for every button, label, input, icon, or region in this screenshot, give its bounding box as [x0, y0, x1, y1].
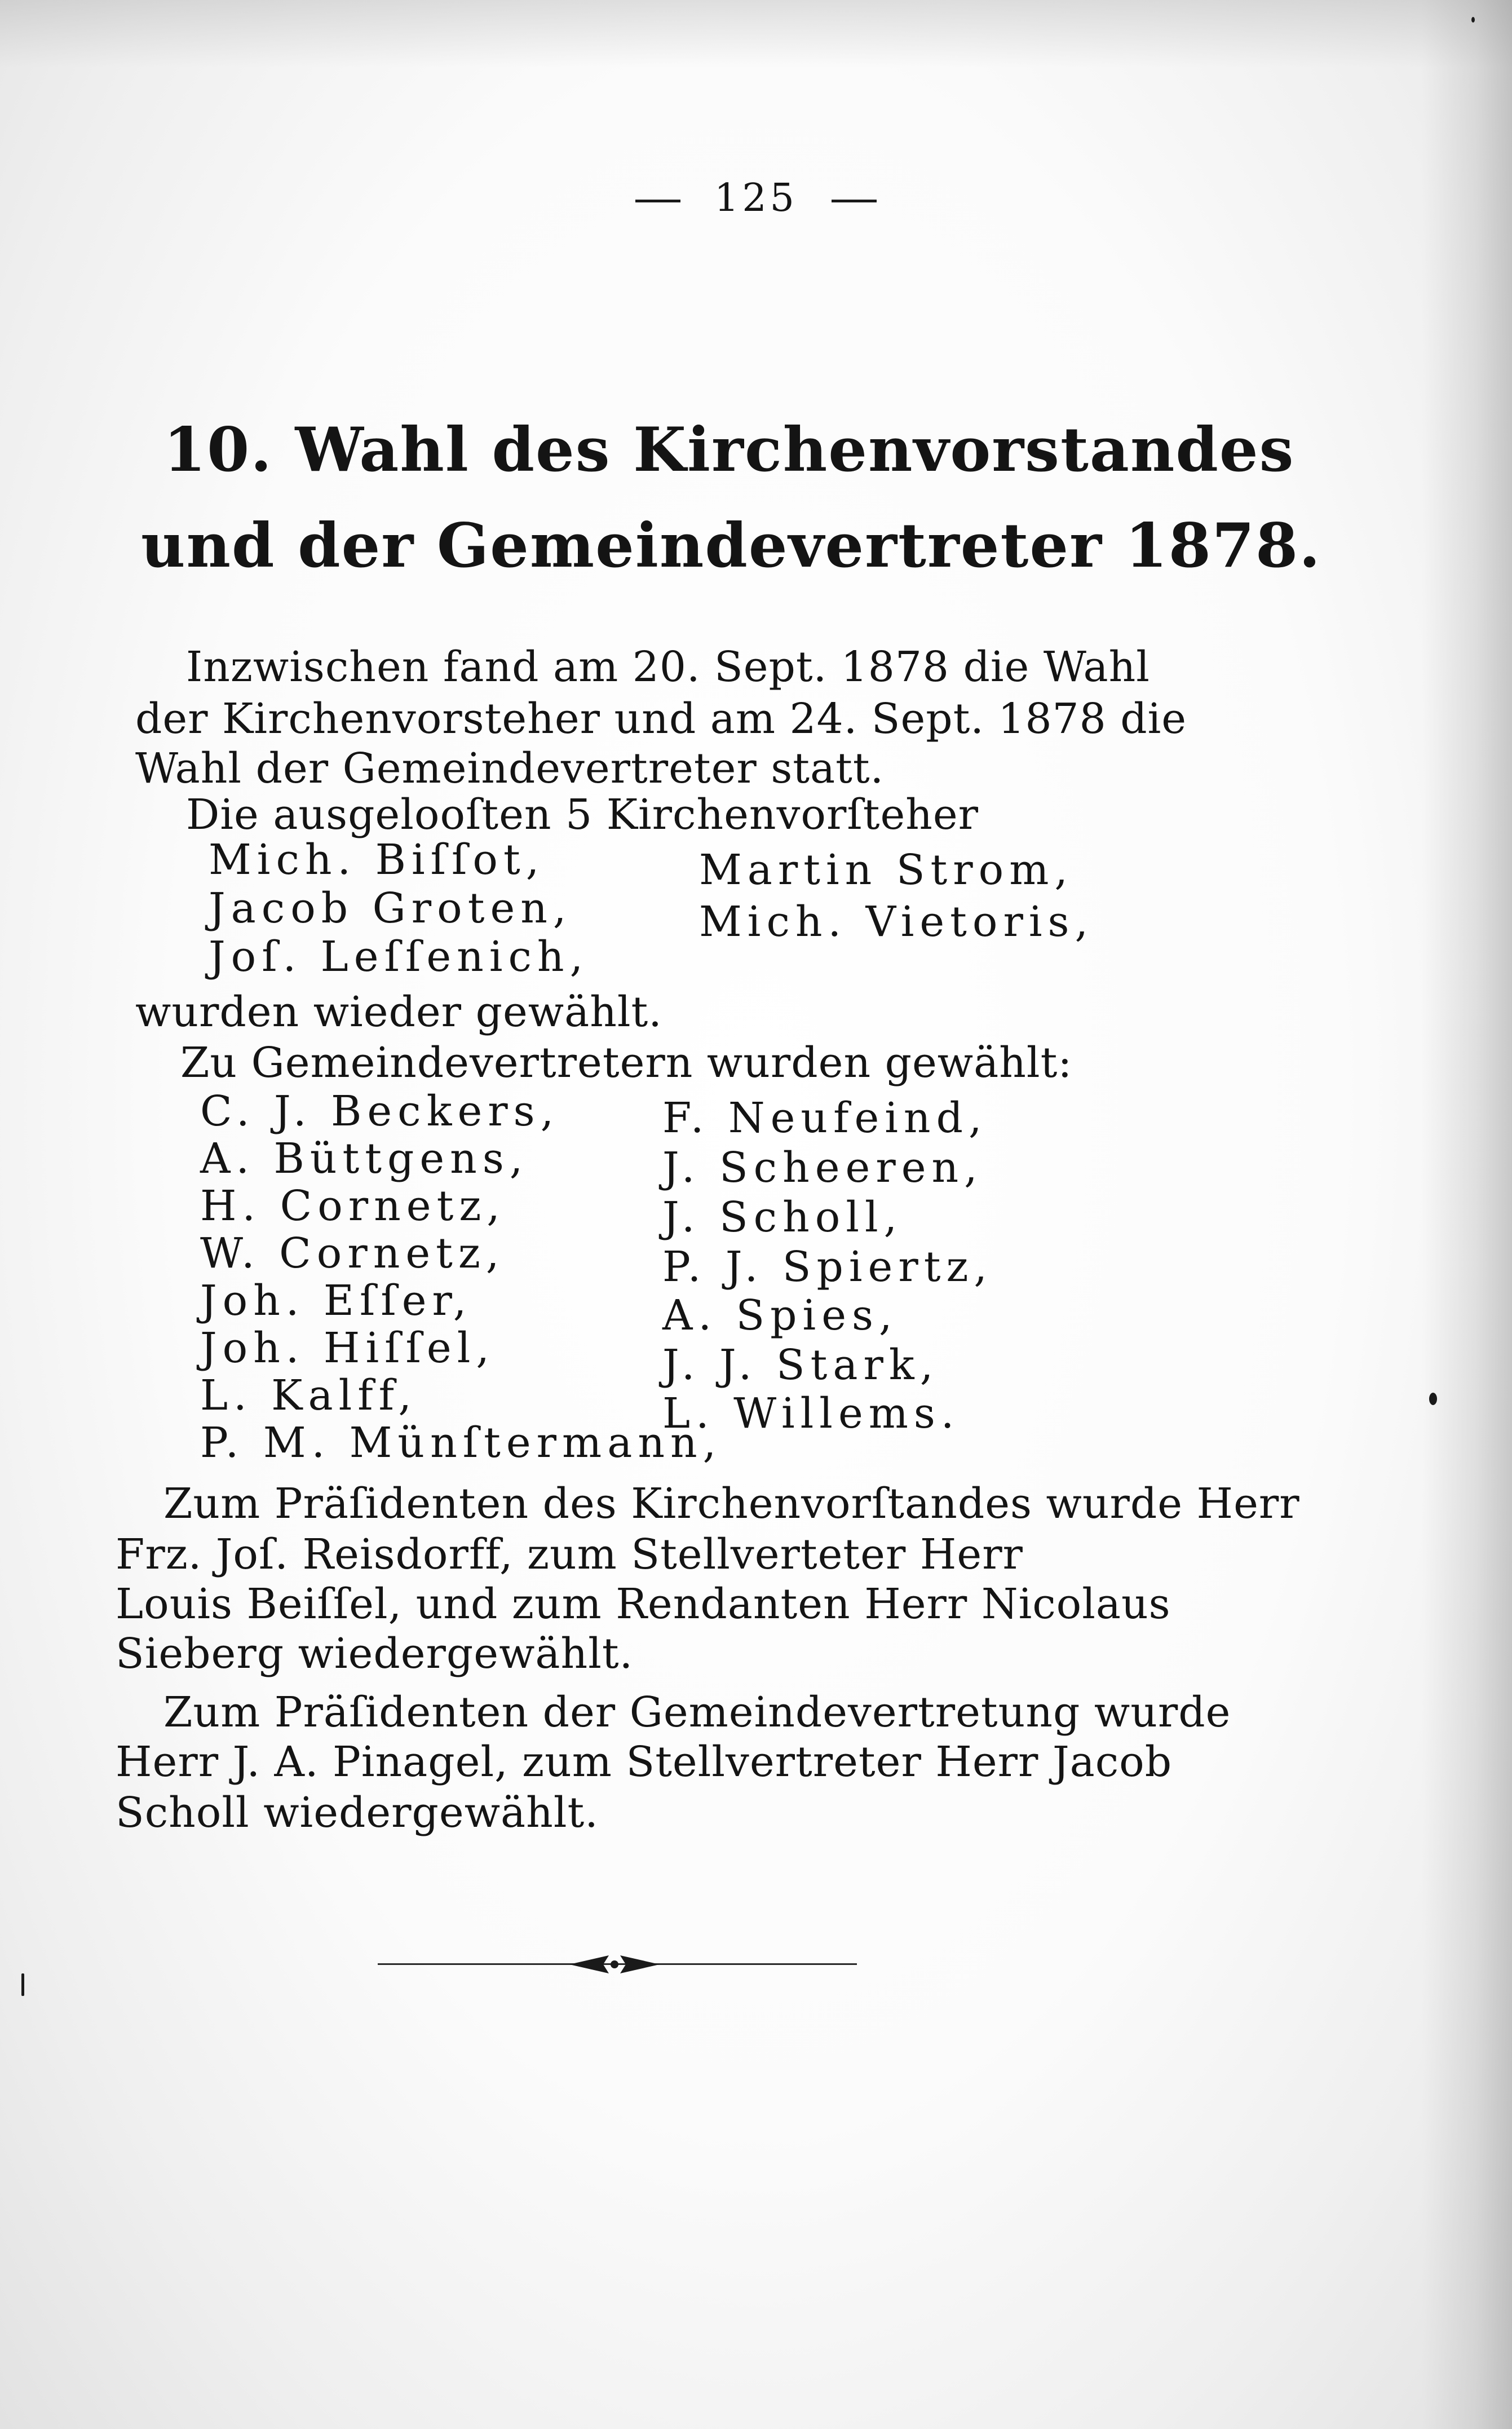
- praes-kv-line-4: Sieberg wiedergewählt.: [116, 1629, 634, 1678]
- page-shadow-top: [0, 0, 1512, 68]
- intro-line-3: Wahl der Gemeindevertreter statt.: [135, 744, 885, 793]
- gv-left-1: C. J. Beckers,: [200, 1087, 560, 1136]
- praes-gv-line-2: Herr J. A. Pinagel, zum Stellvertreter Herr Jacob: [116, 1738, 1173, 1786]
- intro-line-1: Inzwischen fand am 20. Sept. 1878 die Wahl: [186, 643, 1150, 691]
- gv-right-2: J. Scheeren,: [662, 1143, 983, 1192]
- gv-right-7: L. Willems.: [662, 1389, 960, 1438]
- gv-left-8: P. M. Münſtermann,: [200, 1419, 722, 1467]
- gv-left-4: W. Cornetz,: [200, 1229, 505, 1278]
- dash-left: [635, 200, 680, 202]
- dash-right: [832, 200, 877, 202]
- ink-speck: [1471, 17, 1475, 23]
- heading-line-2: und der Gemeindevertreter 1878.: [141, 510, 1321, 581]
- gv-right-6: J. J. Stark,: [662, 1341, 939, 1389]
- gv-left-5: Joh. Eſſer,: [200, 1277, 472, 1325]
- gv-left-3: H. Cornetz,: [200, 1182, 506, 1230]
- kv-left-3: Joſ. Leſſenich,: [209, 933, 589, 981]
- closing-ornament-icon: [569, 1952, 660, 1977]
- praes-gv-line-3: Scholl wiedergewählt.: [116, 1788, 599, 1837]
- page-shadow-right: [1422, 0, 1512, 2429]
- gv-left-7: L. Kalff,: [200, 1371, 417, 1420]
- kv-closing: wurden wieder gewählt.: [135, 988, 662, 1036]
- ink-speck: [1429, 1393, 1437, 1405]
- gv-right-4: P. J. Spiertz,: [662, 1243, 993, 1291]
- kv-right-2: Mich. Vietoris,: [699, 898, 1094, 946]
- ink-speck: [21, 1973, 24, 1996]
- kv-left-2: Jacob Groten,: [209, 884, 572, 933]
- kv-right-1: Martin Strom,: [699, 846, 1073, 894]
- gv-right-1: F. Neufeind,: [662, 1094, 988, 1142]
- praes-gv-line-1: Zum Präſidenten der Gemeindevertretung wurde: [163, 1688, 1231, 1737]
- page-number: 125: [714, 176, 798, 220]
- gv-right-5: A. Spies,: [662, 1291, 898, 1340]
- heading-line-1: 10. Wahl des Kirchenvorstandes: [163, 414, 1295, 485]
- gv-right-3: J. Scholl,: [662, 1193, 903, 1242]
- gv-lead: Zu Gemeindevertretern wurden gewählt:: [180, 1039, 1073, 1087]
- page-number-line: [0, 176, 1512, 220]
- praes-kv-line-1: Zum Präſidenten des Kirchenvorſtandes wurde Herr: [163, 1480, 1300, 1528]
- praes-kv-line-2: Frz. Joſ. Reisdorff, zum Stellverteter Herr: [116, 1530, 1023, 1579]
- gv-left-6: Joh. Hiſſel,: [200, 1324, 495, 1372]
- gv-left-2: A. Büttgens,: [200, 1134, 529, 1183]
- intro-line-2: der Kirchenvorsteher und am 24. Sept. 1878 die: [135, 695, 1187, 743]
- kv-left-1: Mich. Biſſot,: [209, 836, 545, 884]
- praes-kv-line-3: Louis Beiſſel, und zum Rendanten Herr Nicolaus: [116, 1580, 1171, 1628]
- kv-lead: Die ausgelooſten 5 Kirchenvorſteher: [186, 790, 979, 839]
